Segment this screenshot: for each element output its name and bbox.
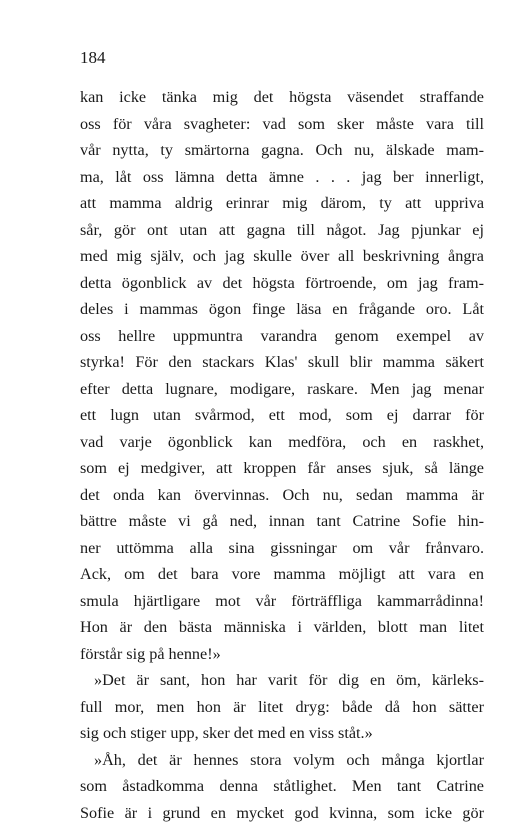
text-line: Sofie är i grund en mycket god kvinna, som icke gör — [80, 803, 484, 822]
text-line: efter detta lugnare, modigare, raskare. Men jag menar — [80, 379, 484, 398]
text-line: vår nytta, ty smärtorna gagna. Och nu, älskade mam- — [80, 141, 484, 159]
text-line: detta ögonblick av det högsta förtroende, om jag fram- — [80, 273, 484, 292]
text-line: styrka! För den stackars Klas' skull blir mamma säkert — [80, 353, 484, 371]
text-line: sår, gör ont utan att gagna till något. Jag pjunkar ej — [80, 220, 484, 239]
text-line: deles i mammas ögon finge läsa en frågande oro. Låt — [80, 300, 484, 318]
text-line: sig och stiger upp, sker det med en viss ståt.» — [80, 724, 373, 742]
page-number: 184 — [80, 48, 106, 67]
text-line: ma, låt oss lämna detta ämne . . . jag ber innerligt, — [80, 167, 484, 186]
text-line: det onda kan övervinnas. Och nu, sedan mamma är — [80, 485, 484, 504]
text-line: att mamma aldrig erinrar mig därom, ty att uppriva — [80, 194, 484, 212]
text-line: vad varje ögonblick kan medföra, och en raskhet, — [80, 432, 484, 451]
text-line: oss för våra svagheter: vad som sker måste vara till — [80, 114, 484, 133]
text-line: oss hellre uppmuntra varandra genom exempel av — [80, 326, 484, 345]
text-line: ner uttömma alla sina gissningar om vår frånvaro. — [80, 538, 484, 557]
text-line: Ack, om det bara vore mamma möjligt att vara en — [80, 565, 484, 583]
text-line: »Det är sant, hon har varit för dig en öm, kärleks- — [94, 671, 484, 689]
text-line: smula hjärtligare mot vår förträffliga kammarrådinna! — [80, 591, 484, 610]
body-text — [80, 84, 484, 826]
text-line: som ej medgiver, att kroppen får anses sjuk, så länge — [80, 459, 484, 477]
text-line: ett lugn utan svårmod, ett mod, som ej darrar för — [80, 406, 484, 424]
text-line: kan icke tänka mig det högsta väsendet straffande — [80, 88, 484, 106]
text-line: Hon är den bästa människa i världen, blott man litet — [80, 618, 484, 636]
text-line: bättre måste vi gå ned, innan tant Catrine Sofie hin- — [80, 512, 484, 530]
text-line: »Åh, det är hennes stora volym och många kjortlar — [94, 750, 484, 769]
text-line: förstår sig på henne!» — [80, 644, 221, 663]
text-line: full mor, men hon är litet dryg: både då hon sätter — [80, 697, 484, 716]
text-line: som åstadkomma denna ståtlighet. Men tant Catrine — [80, 777, 484, 795]
text-line: med mig själv, och jag skulle över all beskrivning ångra — [80, 247, 484, 265]
